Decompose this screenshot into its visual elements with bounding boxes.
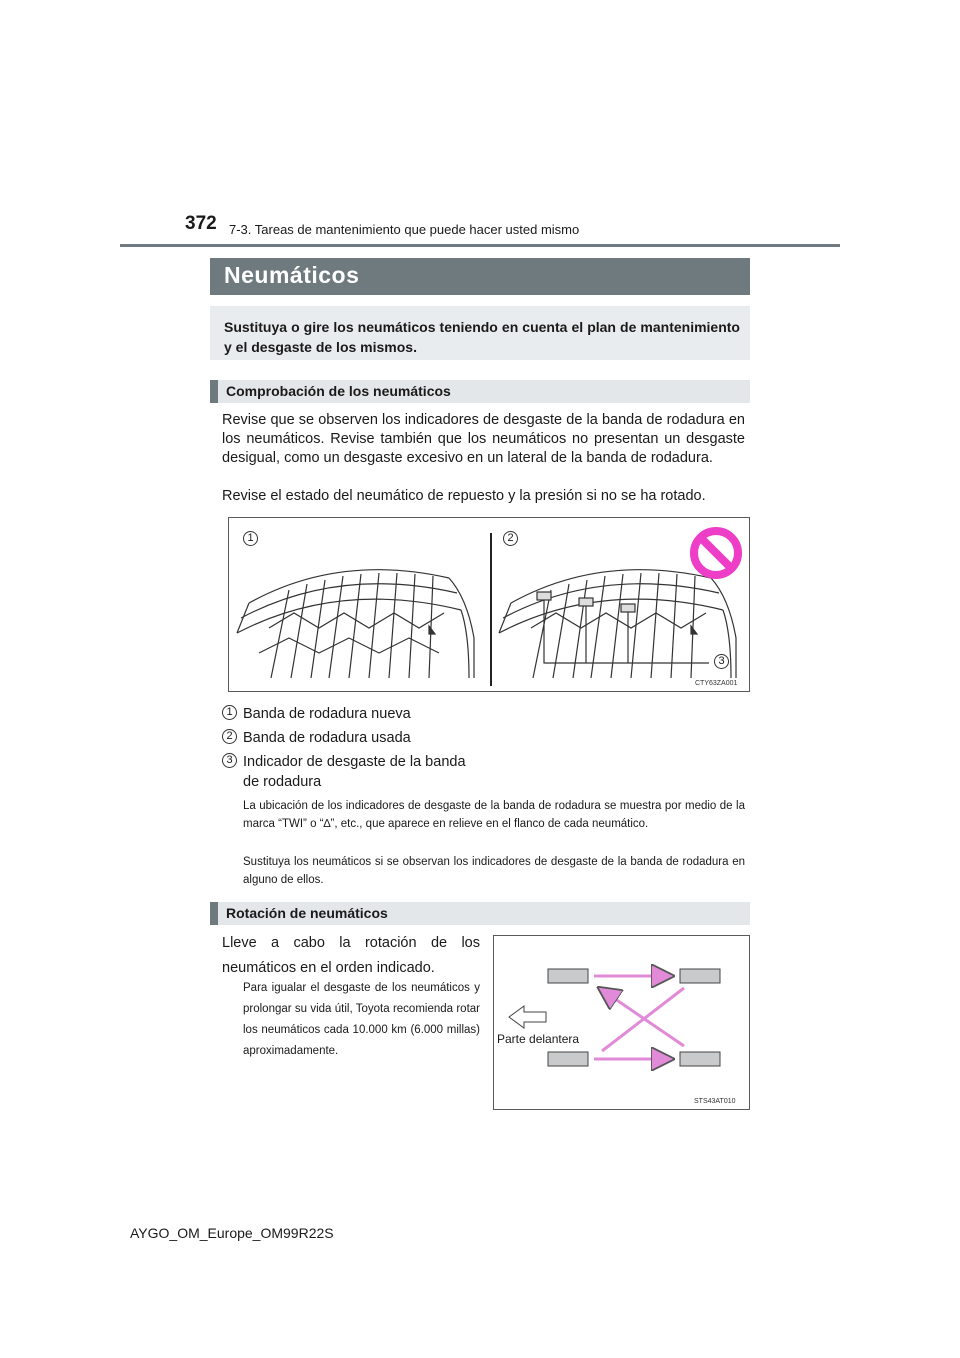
intro-box xyxy=(210,306,750,360)
page-number: 372 xyxy=(185,213,217,234)
no-entry-icon xyxy=(694,531,738,575)
marker-2: 2 xyxy=(503,531,518,546)
check-paragraph-1: Revise que se observen los indicadores de desgaste de la banda de rodadura en los neumáticos. Revise también que los neumáticos no presentan un desgaste desigual, como un desgaste excesivo en un lateral de la banda de rodadura. xyxy=(222,412,745,466)
subheading-marker xyxy=(210,902,218,925)
rotation-paragraph: Lleve a cabo la rotación de los neumáticos en el orden indicado. xyxy=(222,935,480,976)
subheading-marker xyxy=(210,380,218,403)
subheading-check-label: Comprobación de los neumáticos xyxy=(226,383,451,399)
front-direction-arrow xyxy=(509,1006,546,1028)
footer-doc-id: AYGO_OM_Europe_OM99R22S xyxy=(130,1225,334,1241)
rotation-figure xyxy=(493,935,750,1110)
intro-text: Sustituya o gire los neumáticos teniendo en cuenta el plan de mantenimiento y el desgaste de los mismos. xyxy=(224,319,740,355)
figure-code: STS43AT010 xyxy=(694,1098,736,1105)
tire-rear-right xyxy=(680,1052,720,1066)
page-title-bar xyxy=(210,258,750,295)
worn-tread-tire xyxy=(499,570,736,678)
marker-3: 3 xyxy=(714,654,729,669)
marker-1: 1 xyxy=(243,531,258,546)
front-label: Parte delantera xyxy=(497,1032,580,1046)
tire-front-left xyxy=(548,969,588,983)
legend-number-3: 3 xyxy=(222,753,237,768)
subheading-rotation-label: Rotación de neumáticos xyxy=(226,905,388,921)
rotation-note: Para igualar el desgaste de los neumáticos y prolongar su vida útil, Toyota recomienda rotar los neumáticos cada 10.000 km (6.000 millas) aproximadamente. xyxy=(243,982,480,1057)
tread-illustration xyxy=(229,518,749,691)
tread-note-2: Sustituya los neumáticos si se observan los indicadores de desgaste de la banda de rodadura en alguno de ellos. xyxy=(243,856,745,886)
legend-number-1: 1 xyxy=(222,705,237,720)
header-divider xyxy=(120,244,840,247)
figure-code: CTY63ZA001 xyxy=(695,680,738,687)
legend-number-2: 2 xyxy=(222,729,237,744)
tread-note-1: La ubicación de los indicadores de desgaste de la banda de rodadura se muestra por medio de la marca “TWI” o “∆”, etc., que aparece en relieve en el flanco de cada neumático. xyxy=(243,800,745,830)
tire-front-right xyxy=(680,969,720,983)
tread-figure xyxy=(228,517,750,692)
new-tread-tire xyxy=(237,570,474,678)
page-title: Neumáticos xyxy=(224,262,360,288)
tire-rear-left xyxy=(548,1052,588,1066)
legend-item-3-line2: de rodadura xyxy=(243,774,322,790)
legend-item-1: Banda de rodadura nueva xyxy=(243,706,411,722)
rotation-diagram xyxy=(494,936,749,1109)
legend-item-3-line1: Indicador de desgaste de la banda xyxy=(243,754,466,770)
subheading-check xyxy=(210,380,750,403)
legend-item-2: Banda de rodadura usada xyxy=(243,730,411,746)
subheading-rotation xyxy=(210,902,750,925)
check-paragraph-2: Revise el estado del neumático de repuesto y la presión si no se ha rotado. xyxy=(222,488,706,504)
section-title: 7-3. Tareas de mantenimiento que puede hacer usted mismo xyxy=(229,222,580,237)
